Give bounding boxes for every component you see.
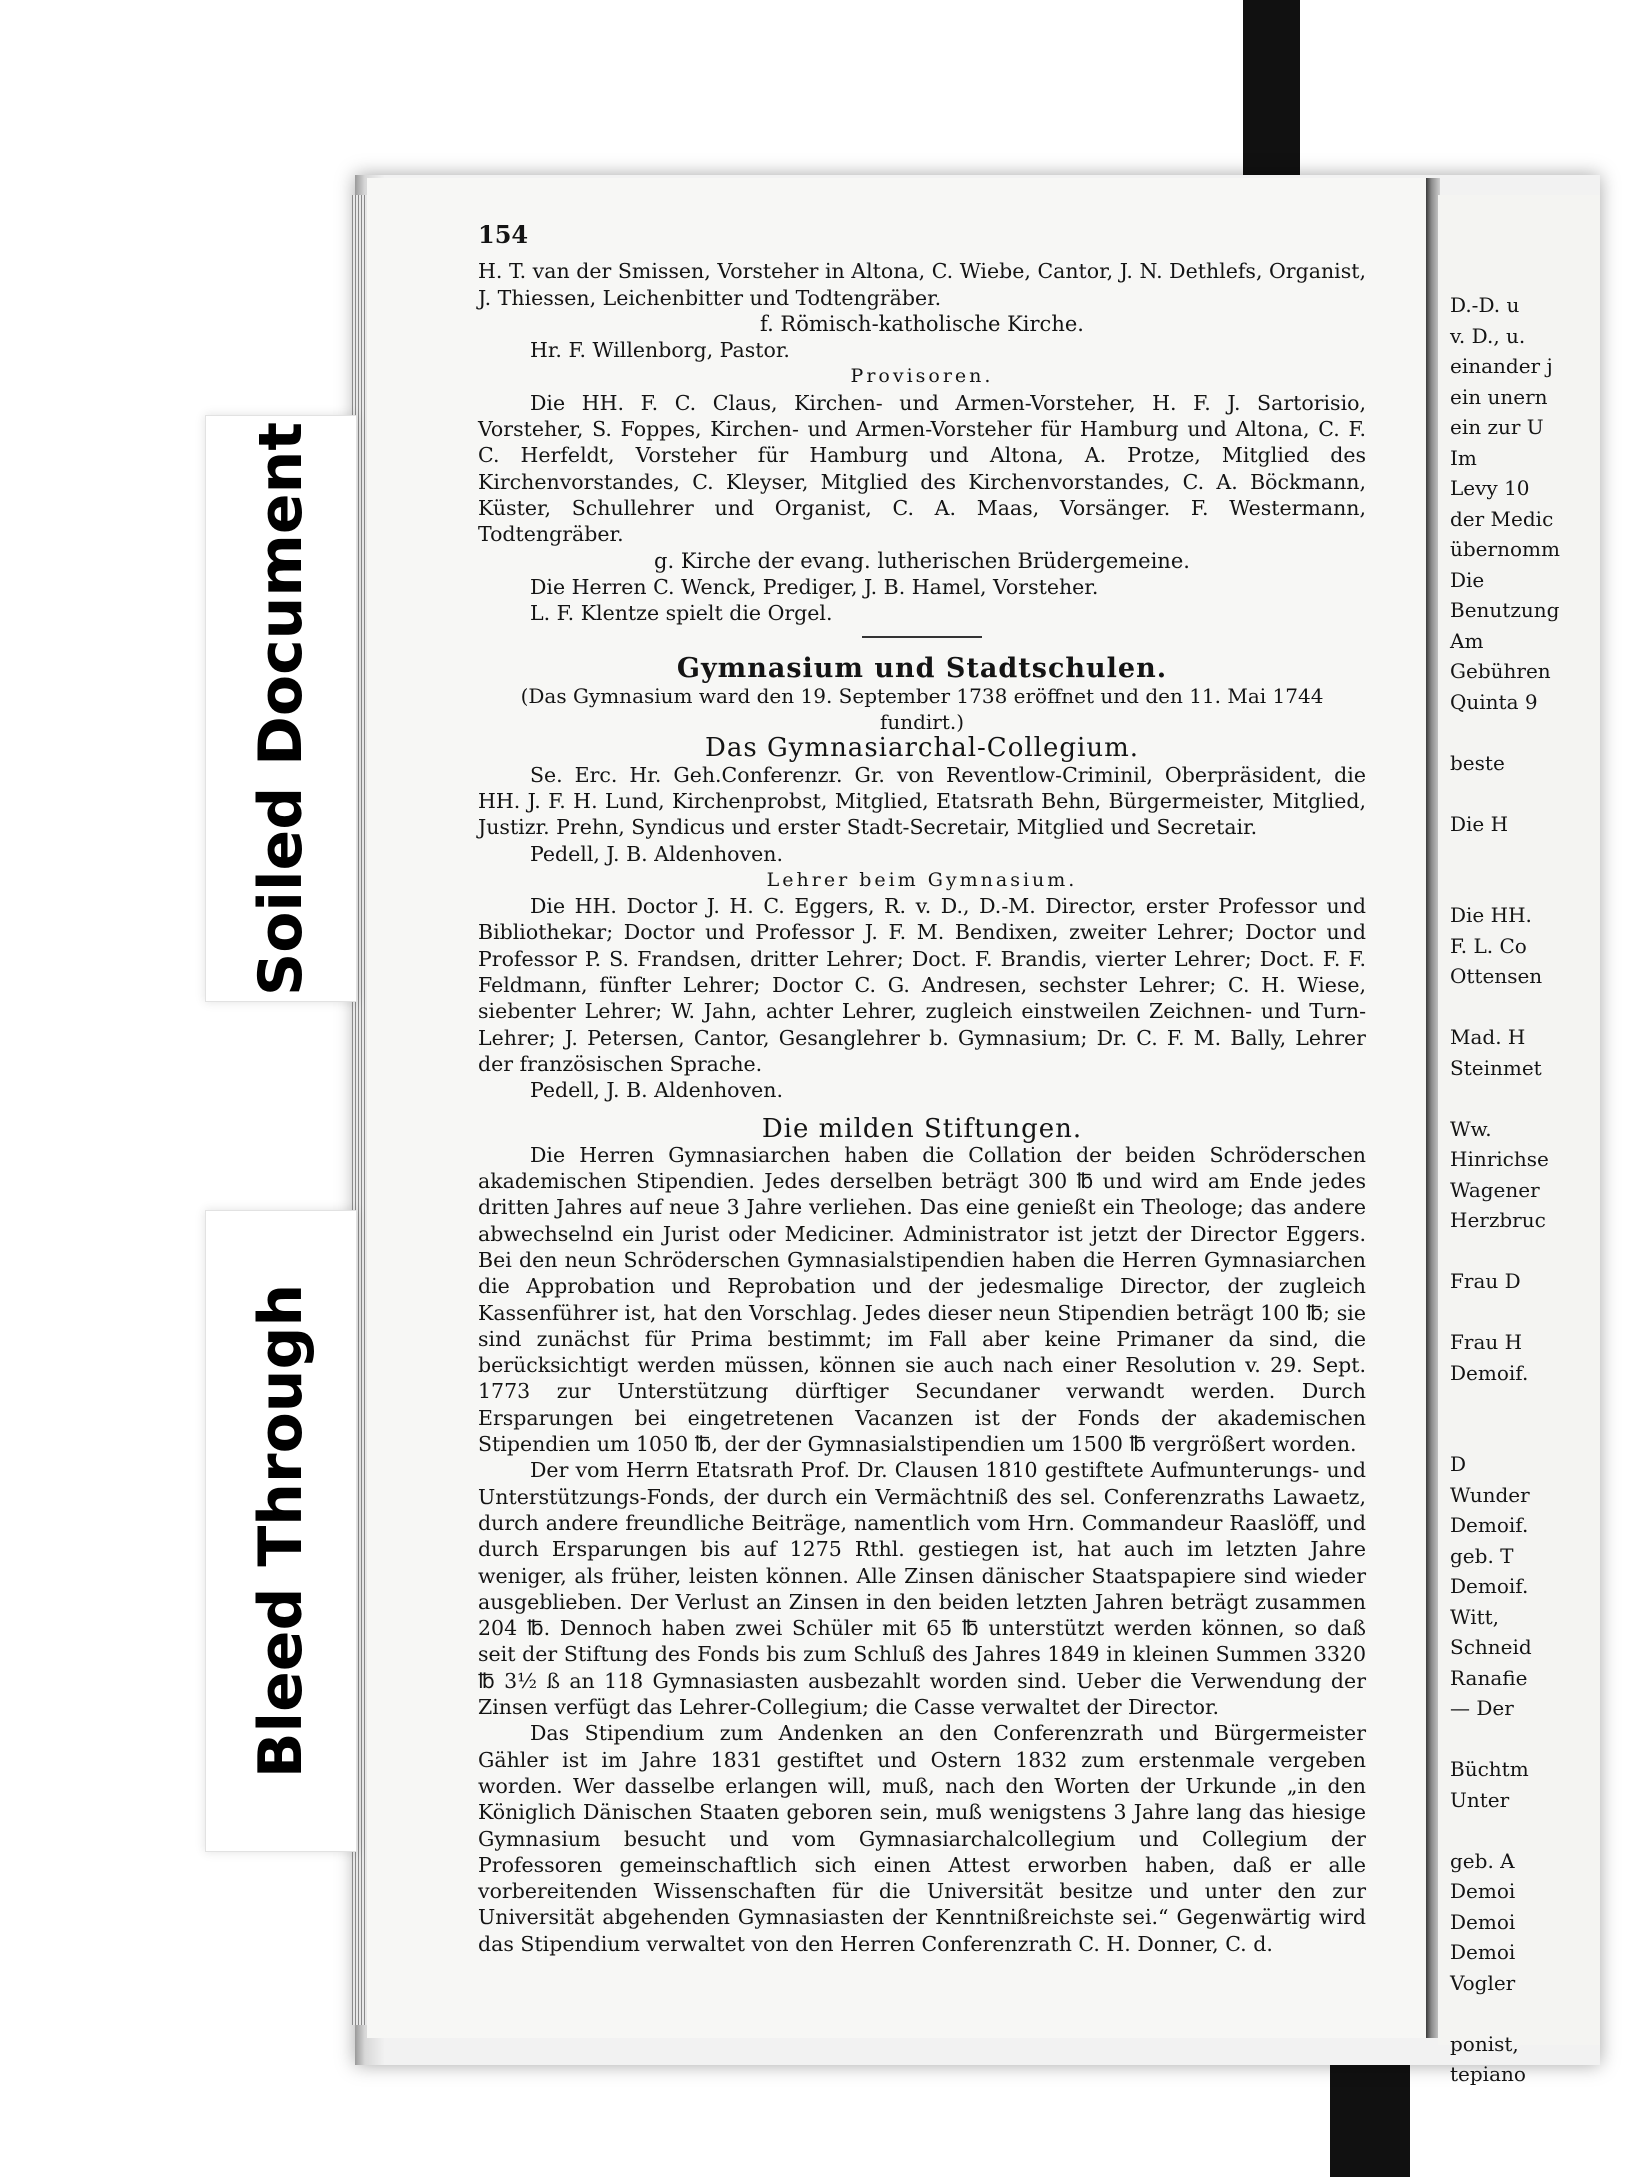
right-page-line: — Der <box>1450 1696 1514 1720</box>
right-page-line: Unter <box>1450 1787 1510 1812</box>
right-page-line: Büchtm <box>1450 1757 1529 1781</box>
right-page-line: Demoi <box>1450 1940 1516 1964</box>
right-page-line <box>1438 1388 1638 1419</box>
heading-gymnasium: Gymnasium und Stadtschulen. <box>676 653 1168 685</box>
right-page-line: Die H <box>1450 811 1509 836</box>
right-page-line: geb. T <box>1450 1543 1514 1568</box>
right-page-line <box>1438 1297 1638 1328</box>
right-page-line: ein zur U <box>1450 415 1544 439</box>
right-page-line: Herzbruc <box>1450 1208 1546 1232</box>
right-page-line: Frau H <box>1450 1330 1523 1354</box>
right-page-line <box>1438 870 1638 901</box>
right-page-line: Die <box>1450 567 1485 592</box>
right-page-line: ponist, <box>1450 2031 1519 2056</box>
right-page-line: Demoif. <box>1450 1513 1529 1537</box>
heading-lehrer: Lehrer beim Gymnasium. <box>766 868 1078 891</box>
heading-stiftungen: Die milden Stiftungen. <box>761 1113 1083 1144</box>
right-page-line: Levy 10 <box>1450 476 1530 500</box>
right-page-line: Schneid <box>1450 1635 1532 1659</box>
right-page-line: Ww. <box>1450 1116 1492 1141</box>
gymnasium-founding-note: (Das Gymnasium ward den 19. September 1738 eröffnet und den 11. Mai 1744 fundirt.) <box>520 683 1324 735</box>
right-page-line <box>1438 1236 1638 1267</box>
right-page-line: v. D., u. <box>1450 323 1526 348</box>
paragraph-bruedergemeine: Die Herren C. Wenck, Prediger, J. B. Hamel, Vorsteher. <box>530 574 1099 599</box>
right-page-line <box>1438 778 1638 809</box>
bleed-through-label <box>205 1210 357 1852</box>
scanner-bar-top <box>1243 0 1300 200</box>
right-page-line <box>1438 992 1638 1023</box>
organ-line: L. F. Klentze spielt die Orgel. <box>530 601 833 626</box>
right-page-line <box>1438 717 1638 748</box>
right-page-line: Demoi <box>1450 1879 1516 1903</box>
paragraph-stipendien: Die Herren Gymnasiarchen haben die Collation der beiden Schröderschen akademischen Stipendien. Jedes derselben beträgt 300 ℔ und wird am Ende jedes dritten Jahres auf neue 3 Jahre verliehen. Das eine genießt ein Theologe; das andere abwechselnd ein Jurist oder Mediciner. Administrator ist jetzt der Director Eggers. Bei den neun Schröderschen Gymnasialstipendien haben die Herren Gymnasiarchen die Approbation und Reprobation und der jedesmalige Director, der zugleich Kassenführer ist, hat den Vorschlag. Jedes dieser neun Stipendien beträgt 100 ℔; sie sind zunächst für Prima bestimmt; im Fall aber keine Primaner da sind, die berücksichtigt werden müssen, können sie auch nach einer Resolution v. 29. Sept. 1773 zur Unterstützung dürftiger Secundaner verwandt werden. Durch Ersparungen bei eingetretenen Vacanzen ist der Fonds der akademischen Stipendien um 1050 ℔, der der Gymnasialstipendien um 1500 ℔ vergrößert worden. <box>478 1142 1366 1457</box>
right-page <box>1438 195 1600 2086</box>
right-page-line <box>1438 1419 1638 1450</box>
right-page-line: tepiano <box>1450 2062 1526 2086</box>
right-page-line: Wagener <box>1450 1177 1540 1202</box>
paragraph-provisoren: Die HH. F. C. Claus, Kirchen- und Armen-Vorsteher, H. F. J. Sartorisio, Vorsteher, S. Foppes, Kirchen- und Armen-Vorsteher für Hamburg und Altona, C. F. C. Herfeldt, Vorsteher für Hamburg und Altona, A. Protze, Mitglied des Kirchenvorstandes, C. Kleyser, Mitglied des Kirchenvorstandes, C. A. Böckmann, Küster, Schullehrer und Organist, C. A. Maas, Vorsänger. F. Westermann, Todtengräber. <box>478 390 1366 547</box>
heading-collegium: Das Gymnasiarchal-Collegium. <box>705 733 1139 764</box>
section-heading-catholic: f. Römisch-katholische Kirche. <box>760 311 1084 336</box>
pastor-line: Hr. F. Willenborg, Pastor. <box>530 338 790 363</box>
right-page-line: Gebühren <box>1450 659 1551 683</box>
right-page-line: der Medic <box>1450 506 1554 531</box>
right-page-line <box>1438 839 1638 870</box>
right-page-line: Demoif. <box>1450 1574 1529 1598</box>
right-page-line: Die HH. <box>1450 903 1532 927</box>
right-page-line <box>1438 1815 1638 1846</box>
right-page-line: beste <box>1450 750 1505 775</box>
page-number: 154 <box>478 220 529 249</box>
right-page-line: Wunder <box>1450 1482 1530 1507</box>
page-text <box>478 222 1366 1957</box>
right-page-line: Demoi <box>1450 1909 1516 1934</box>
paragraph-unterstuetzungsfonds: Der vom Herrn Etatsrath Prof. Dr. Clausen 1810 gestiftete Aufmunterungs- und Unterstützungs-Fonds, der durch ein Vermächtniß des sel. Conferenzraths Lawaetz, durch andere freundliche Beiträge, namentlich vom Hrn. Commandeur Raaslöff, und durch Ersparungen bis auf 1275 Rthl. gestiegen ist, hat auch im letzten Jahre weniger, als früher, leisten können. Alle Zinsen dänischer Staatspapiere sind wieder ausgeblieben. Der Verlust an Zinsen in den beiden letzten Jahren beträgt zusammen 204 ℔. Dennoch haben zwei Schüler mit 65 ℔ unterstützt werden können, so daß seit der Stiftung des Fonds bis zum Schluß des Jahres 1849 in kleinen Summen 3320 ℔ 3½ ß an 118 Gymnasiasten ausbezahlt worden sind. Ueber die Verwendung der Zinsen verfügt das Lehrer-Collegium; die Casse verwaltet der Director. <box>478 1458 1366 1720</box>
right-page-line: einander j <box>1450 354 1553 378</box>
right-page-line: Am <box>1450 628 1484 653</box>
bleed-through-label-text: Bleed Through <box>246 1283 317 1779</box>
right-page-line: Witt, <box>1450 1604 1500 1629</box>
right-page-text <box>1438 290 1638 2090</box>
pedell-line-2: Pedell, J. B. Aldenhoven. <box>530 1078 783 1103</box>
right-page-line: Hinrichse <box>1450 1147 1549 1171</box>
right-page-line: geb. A <box>1450 1848 1515 1873</box>
right-page-line: Frau D <box>1450 1269 1521 1293</box>
right-page-line <box>1438 1724 1638 1755</box>
right-page-line: Vogler <box>1450 1970 1516 1995</box>
provisoren-heading: Provisoren. <box>850 365 994 388</box>
soiled-document-label-text: Soiled Document <box>246 421 317 996</box>
right-page-line: Quinta 9 <box>1450 689 1538 714</box>
right-page-line <box>1438 1998 1638 2029</box>
section-heading-bruedergemeine: g. Kirche der evang. lutherischen Brüdergemeine. <box>654 548 1190 573</box>
right-page-line: F. L. Co <box>1450 933 1527 958</box>
right-page-line: D <box>1450 1452 1467 1476</box>
soiled-document-label <box>205 415 357 1002</box>
right-page-line: Mad. H <box>1450 1025 1526 1049</box>
right-page-line: D.-D. u <box>1450 293 1520 317</box>
pedell-line-1: Pedell, J. B. Aldenhoven. <box>530 841 783 866</box>
right-page-line <box>1438 1083 1638 1114</box>
right-page-line: Demoif. <box>1450 1360 1529 1385</box>
paragraph-gaehler-stipendium: Das Stipendium zum Andenken an den Conferenzrath und Bürgermeister Gähler ist im Jahre 1831 gestiftet und Ostern 1832 zum erstenmale vergeben worden. Wer dasselbe erlangen will, muß, nach den Worten der Urkunde „in den Königlich Dänischen Staaten geboren sein, muß wenigstens 3 Jahre lang das hiesige Gymnasium besucht und vom Gymnasiarchalcollegium und Collegium der Professoren gemeinschaftlich sich einen Attest erworben haben, daß er alle vorbereitenden Wissenschaften für die Universität besitze und unter den zur Universität abgehenden Gymnasiasten der Kenntnißreichste sei.“ Gegenwärtig wird das Stipendium verwaltet von den Herren Conferenzrath C. H. Donner, C. d. <box>478 1721 1366 1956</box>
right-page-line: Steinmet <box>1450 1055 1542 1080</box>
section-divider <box>862 636 982 638</box>
right-page-line: ein unern <box>1450 384 1548 409</box>
right-page-line: Ranafie <box>1450 1665 1528 1690</box>
right-page-line: Im <box>1450 445 1477 470</box>
right-page-line: übernomm <box>1450 537 1560 561</box>
paragraph-lehrer: Die HH. Doctor J. H. C. Eggers, R. v. D., D.-M. Director, erster Professor und Bibliothekar; Doctor und Professor J. F. M. Bendixen, zweiter Lehrer; Doctor und Professor P. S. Frandsen, dritter Lehrer; Doct. F. Brandis, vierter Lehrer; Doct. F. F. Feldmann, fünfter Lehrer; Doctor C. G. Andresen, sechster Lehrer; C. H. Wiese, siebenter Lehrer; W. Jahn, achter Lehrer, zugleich einstweilen Zeichnen- und Turn-Lehrer; J. Petersen, Cantor, Gesanglehrer b. Gymnasium; Dr. C. F. M. Bally, Lehrer der französischen Sprache. <box>478 894 1366 1076</box>
right-page-line: Benutzung <box>1450 598 1560 622</box>
right-page-line: Ottensen <box>1450 964 1543 988</box>
paragraph-collegium: Se. Erc. Hr. Geh.Conferenzr. Gr. von Reventlow-Criminil, Oberpräsident, die HH. J. F. H. Lund, Kirchenprobst, Mitglied, Etatsrath Behn, Bürgermeister, Mitglied, Justizr. Prehn, Syndicus und erster Stadt-Secretair, Mitglied und Secretair. <box>478 762 1366 840</box>
paragraph-mennonite-staff: H. T. van der Smissen, Vorsteher in Altona, C. Wiebe, Cantor, J. N. Dethlefs, Organist, J. Thiessen, Leichenbitter und Todtengräber. <box>478 259 1366 310</box>
